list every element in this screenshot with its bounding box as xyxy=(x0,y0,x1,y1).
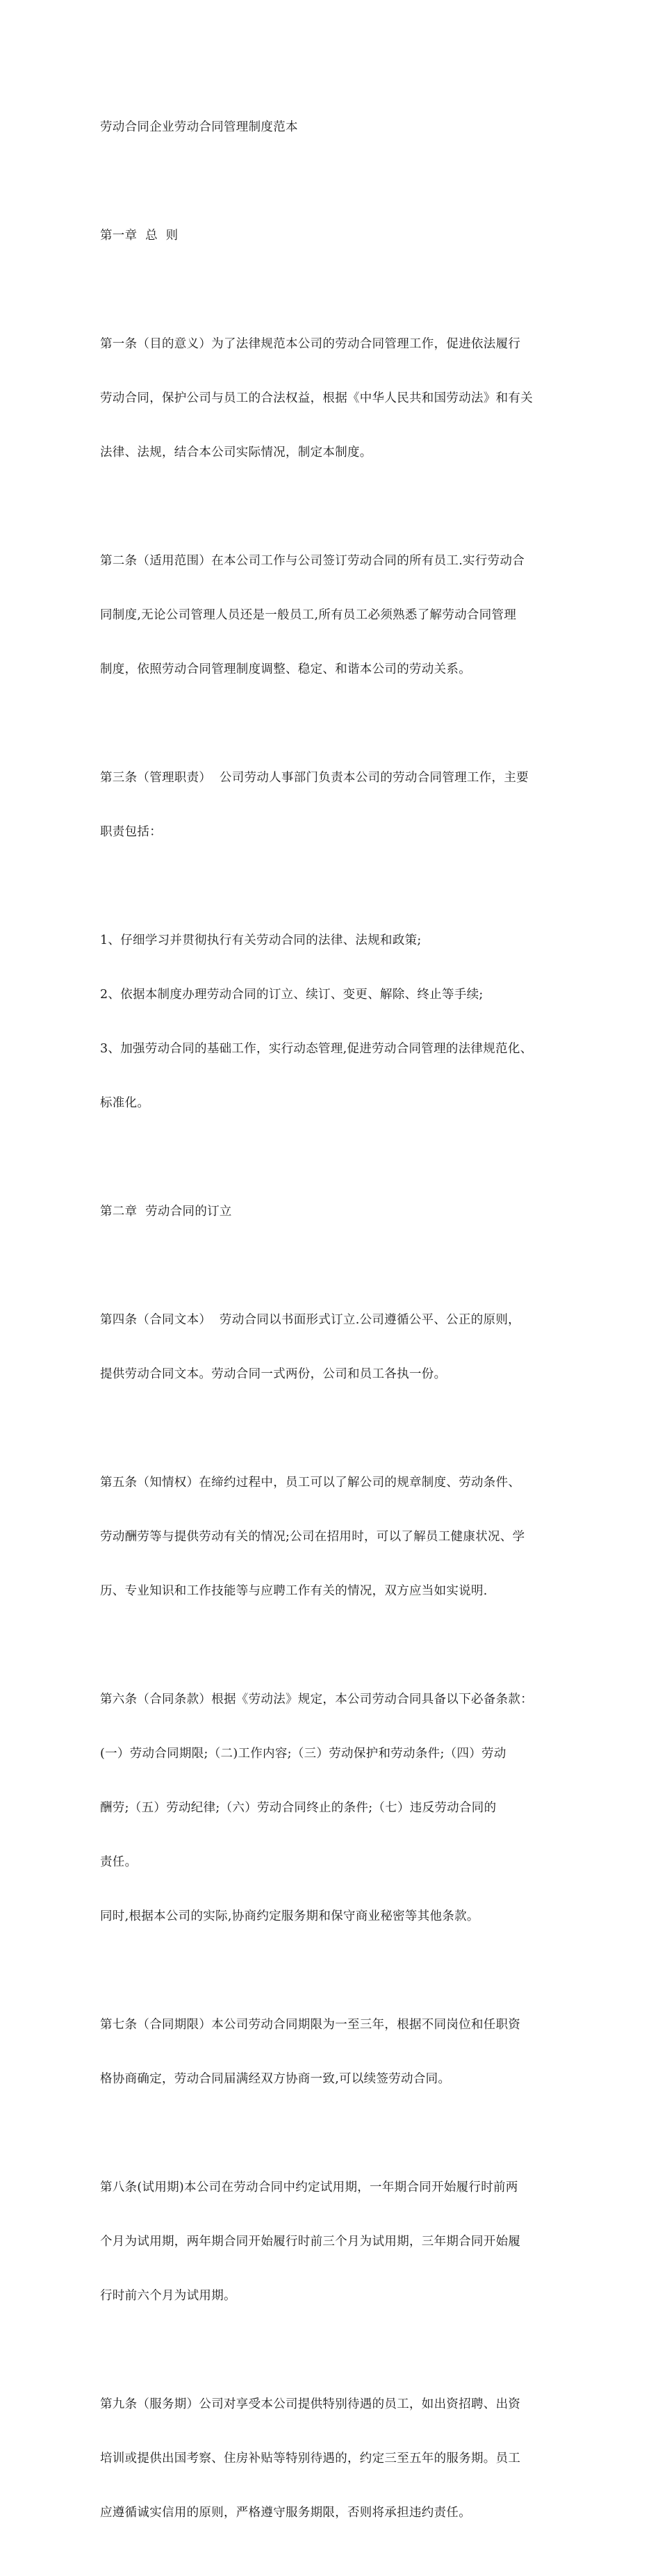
document-title xyxy=(100,82,564,172)
chapter-line: 第二章 劳动合同的订立 xyxy=(100,1205,232,1218)
text-line: 提供劳动合同文本。劳动合同一式两份，公司和员工各执一份。 xyxy=(100,1367,447,1381)
text-line: 第五条（知情权）在缔约过程中，员工可以了解公司的规章制度、劳动条件、 xyxy=(100,1476,521,1490)
chapter-line: 第一章 总 则 xyxy=(100,229,179,243)
text-line: 劳动合同，保护公司与员工的合法权益，根据《中华人民共和国劳动法》和有关 xyxy=(100,391,533,405)
document-page xyxy=(100,82,564,2576)
text-line: 制度，依照劳动合同管理制度调整、稳定、和谐本公司的劳动关系。 xyxy=(100,662,471,676)
text-line: 第七条（合同期限）本公司劳动合同期限为一至三年，根据不同岗位和任职资 xyxy=(100,2018,521,2032)
article-8 xyxy=(100,2142,564,2341)
text-line: 同制度,无论公司管理人员还是一般员工,所有员工必须熟悉了解劳动合同管理 xyxy=(100,608,517,622)
text-line: 第六条（合同条款）根据《劳动法》规定，本公司劳动合同具备以下必备条款： xyxy=(100,1693,533,1706)
article-6 xyxy=(100,1654,564,1962)
text-line: 第一条（目的意义）为了法律规范本公司的劳动合同管理工作，促进依法履行 xyxy=(100,337,521,351)
list-item: 1、仔细学习并贯彻执行有关劳动合同的法律、法规和政策; xyxy=(100,934,422,947)
article-1 xyxy=(100,299,564,498)
text-line: 培训或提供出国考察、住房补贴等特别待遇的，约定三至五年的服务期。员工 xyxy=(100,2452,521,2465)
text-line: 应遵循诚实信用的原则，严格遵守服务期限，否则将承担违约责任。 xyxy=(100,2506,471,2520)
duties-list xyxy=(100,895,564,1148)
text-line: 行时前六个月为试用期。 xyxy=(100,2289,236,2303)
text-line: 职责包括： xyxy=(100,825,162,839)
article-3 xyxy=(100,733,564,877)
text-line: (一）劳动合同期限;（二)工作内容;（三）劳动保护和劳动条件;（四）劳动 xyxy=(100,1747,506,1761)
article-5 xyxy=(100,1437,564,1636)
list-item: 标准化。 xyxy=(100,1096,150,1110)
text-line: 酬劳;（五）劳动纪律;（六）劳动合同终止的条件;（七）违反劳动合同的 xyxy=(100,1801,497,1815)
article-7 xyxy=(100,1980,564,2124)
text-line: 第八条(试用期)本公司在劳动合同中约定试用期，一年期合同开始履行时前两 xyxy=(100,2180,518,2194)
chapter-heading-1 xyxy=(100,190,564,281)
text-line: 格协商确定，劳动合同届满经双方协商一致,可以续签劳动合同。 xyxy=(100,2072,451,2086)
text-line: 同时,根据本公司的实际,协商约定服务期和保守商业秘密等其他条款。 xyxy=(100,1909,479,1923)
article-4 xyxy=(100,1275,564,1419)
text-line: 个月为试用期，两年期合同开始履行时前三个月为试用期，三年期合同开始履 xyxy=(100,2235,521,2249)
text-line: 第二条（适用范围）在本公司工作与公司签订劳动合同的所有员工.实行劳动合 xyxy=(100,554,525,568)
list-item: 2、依据本制度办理劳动合同的订立、续订、变更、解除、终止等手续; xyxy=(100,988,484,1002)
chapter-heading-2 xyxy=(100,1166,564,1257)
article-2 xyxy=(100,516,564,715)
text-line: 法律、法规，结合本公司实际情况，制定本制度。 xyxy=(100,446,372,459)
text-line: 第三条（管理职责） 公司劳动人事部门负责本公司的劳动合同管理工作，主要 xyxy=(100,771,529,785)
text-line: 责任。 xyxy=(100,1855,138,1869)
list-item: 3、加强劳动合同的基础工作，实行动态管理,促进劳动合同管理的法律规范化、 xyxy=(100,1042,533,1056)
text-line: 历、专业知识和工作技能等与应聘工作有关的情况，双方应当如实说明. xyxy=(100,1584,488,1598)
text-line: 第九条（服务期）公司对享受本公司提供特别待遇的员工，如出资招聘、出资 xyxy=(100,2397,521,2411)
article-9 xyxy=(100,2359,564,2558)
text-line: 劳动酬劳等与提供劳动有关的情况;公司在招用时，可以了解员工健康状况、学 xyxy=(100,1530,525,1544)
text-line: 第四条（合同文本） 劳动合同以书面形式订立.公司遵循公平、公正的原则， xyxy=(100,1313,520,1327)
title-line: 劳动合同企业劳动合同管理制度范本 xyxy=(100,120,298,134)
